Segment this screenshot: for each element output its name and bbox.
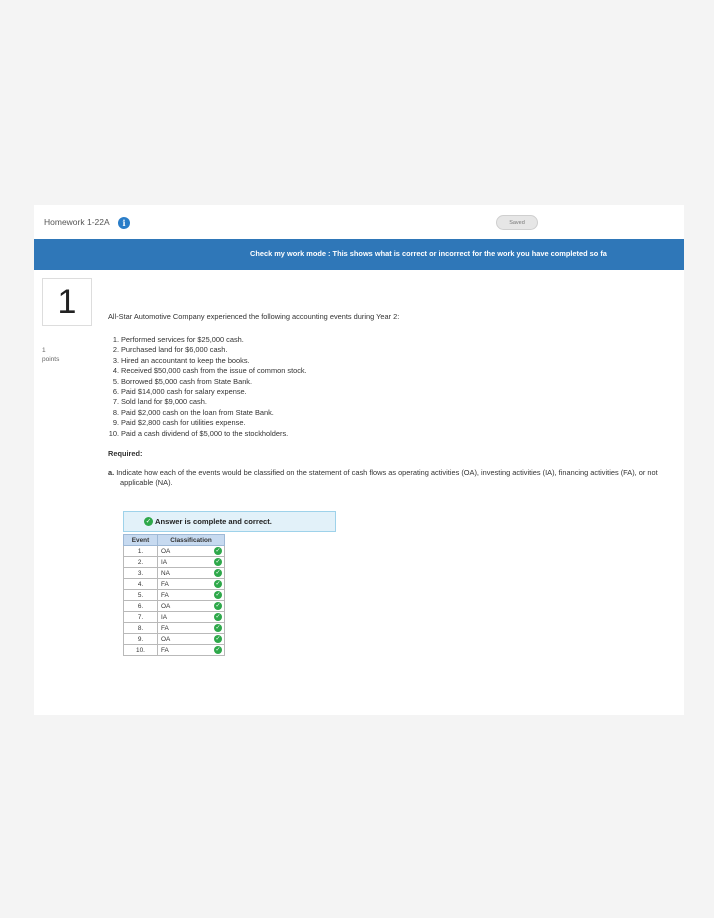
classification-cell[interactable] xyxy=(158,623,225,634)
answer-status-text: Answer is complete and correct. xyxy=(155,517,272,526)
points-info xyxy=(42,346,59,364)
correct-check-icon: ✓ xyxy=(215,581,221,587)
part-a-instructions xyxy=(108,468,673,488)
correct-check-icon: ✓ xyxy=(215,548,221,554)
answer-status-box xyxy=(123,511,336,532)
table-row xyxy=(124,579,225,590)
event-item xyxy=(108,387,673,397)
correct-check-icon: ✓ xyxy=(215,636,221,642)
table-header-row xyxy=(124,535,225,546)
required-label: Required: xyxy=(108,449,143,459)
event-header: Event xyxy=(124,535,158,546)
table-row xyxy=(124,612,225,623)
question-content xyxy=(108,312,673,488)
correct-check-icon: ✓ xyxy=(215,603,221,609)
event-text: Paid $2,000 cash on the loan from State Bank. xyxy=(121,407,274,417)
classification-value: FA xyxy=(161,580,169,588)
event-text: Performed services for $25,000 cash. xyxy=(121,335,244,344)
event-text: Paid $2,800 cash for utilities expense. xyxy=(121,418,246,428)
table-row xyxy=(124,623,225,634)
correct-check-icon: ✓ xyxy=(215,559,221,565)
event-text: Received $50,000 cash from the issue of common stock. xyxy=(121,366,307,376)
event-number: 2. xyxy=(112,345,119,355)
classification-value: OA xyxy=(161,602,171,610)
info-icon[interactable]: i xyxy=(118,217,130,229)
table-row xyxy=(124,601,225,612)
event-cell: 7. xyxy=(124,612,158,623)
event-number: 8. xyxy=(112,407,119,417)
classification-cell[interactable] xyxy=(158,634,225,645)
check-my-work-banner xyxy=(34,239,684,270)
classification-cell[interactable] xyxy=(158,557,225,568)
event-cell: 5. xyxy=(124,590,158,601)
event-text: Paid $14,000 cash for salary expense. xyxy=(121,387,247,397)
event-item xyxy=(108,335,673,345)
table-row xyxy=(124,645,225,656)
event-number: 10. xyxy=(108,428,119,438)
event-text: Hired an accountant to keep the books. xyxy=(121,355,250,365)
event-number: 3. xyxy=(112,355,119,365)
correct-check-icon: ✓ xyxy=(215,647,221,653)
question-intro: All-Star Automotive Company experienced the following accounting events during Year 2: xyxy=(108,312,400,321)
correct-check-icon: ✓ xyxy=(215,625,221,631)
classification-cell[interactable] xyxy=(158,601,225,612)
part-a-letter: a. xyxy=(108,468,115,478)
event-item xyxy=(108,366,673,376)
events-list xyxy=(108,335,673,439)
correct-check-icon: ✓ xyxy=(215,570,221,576)
classification-value: OA xyxy=(161,635,171,643)
check-circle-icon: ✓ xyxy=(145,518,152,525)
classification-value: FA xyxy=(161,646,169,654)
event-item xyxy=(108,356,673,366)
classification-cell[interactable] xyxy=(158,579,225,590)
classification-value: FA xyxy=(161,624,169,632)
event-cell: 9. xyxy=(124,634,158,645)
classification-value: FA xyxy=(161,591,169,599)
event-cell: 3. xyxy=(124,568,158,579)
classification-cell[interactable] xyxy=(158,590,225,601)
classification-value: NA xyxy=(161,569,170,577)
event-item xyxy=(108,408,673,418)
classification-header: Classification xyxy=(158,535,225,546)
homework-page xyxy=(34,205,684,715)
event-text: Sold land for $9,000 cash. xyxy=(121,397,207,407)
event-cell: 6. xyxy=(124,601,158,612)
event-item xyxy=(108,377,673,387)
event-number: 1. xyxy=(112,335,119,344)
homework-title: Homework 1-22A xyxy=(44,217,110,227)
event-cell: 4. xyxy=(124,579,158,590)
classification-cell[interactable] xyxy=(158,645,225,656)
classification-value: OA xyxy=(161,547,171,555)
event-cell: 8. xyxy=(124,623,158,634)
event-cell: 10. xyxy=(124,645,158,656)
points-value: 1 xyxy=(42,347,46,354)
event-number: 5. xyxy=(112,376,119,386)
correct-check-icon: ✓ xyxy=(215,592,221,598)
table-row xyxy=(124,557,225,568)
classification-cell[interactable] xyxy=(158,568,225,579)
banner-text: Check my work mode : This shows what is correct or incorrect for the work you have completed so fa xyxy=(250,249,607,258)
event-number: 6. xyxy=(112,387,119,397)
classification-table xyxy=(123,534,225,656)
table-body xyxy=(124,546,225,656)
table-row xyxy=(124,634,225,645)
classification-cell[interactable] xyxy=(158,612,225,623)
event-item xyxy=(108,397,673,407)
table-row xyxy=(124,546,225,557)
event-text: Purchased land for $6,000 cash. xyxy=(121,345,228,355)
correct-check-icon: ✓ xyxy=(215,614,221,620)
part-a-text: Indicate how each of the events would be classified on the statement of cash flows as operating activities (OA), investing activities (IA), financing activities (FA), or not applicable (NA). xyxy=(116,468,658,488)
saved-status-button[interactable]: Saved xyxy=(496,215,538,230)
event-item xyxy=(108,418,673,428)
points-label: points xyxy=(42,356,60,363)
event-number: 4. xyxy=(112,366,119,376)
classification-value: IA xyxy=(161,558,168,566)
classification-cell[interactable] xyxy=(158,546,225,557)
event-number: 7. xyxy=(112,397,119,407)
event-text: Borrowed $5,000 cash from State Bank. xyxy=(121,376,253,386)
event-cell: 1. xyxy=(124,546,158,557)
question-number: 1 xyxy=(42,278,92,326)
event-item xyxy=(108,429,673,439)
event-text: Paid a cash dividend of $5,000 to the stockholders. xyxy=(121,428,289,438)
top-bar xyxy=(34,205,684,239)
table-row xyxy=(124,568,225,579)
table-row xyxy=(124,590,225,601)
event-number: 9. xyxy=(112,418,119,428)
event-cell: 2. xyxy=(124,557,158,568)
event-item xyxy=(108,345,673,355)
classification-value: IA xyxy=(161,613,168,621)
